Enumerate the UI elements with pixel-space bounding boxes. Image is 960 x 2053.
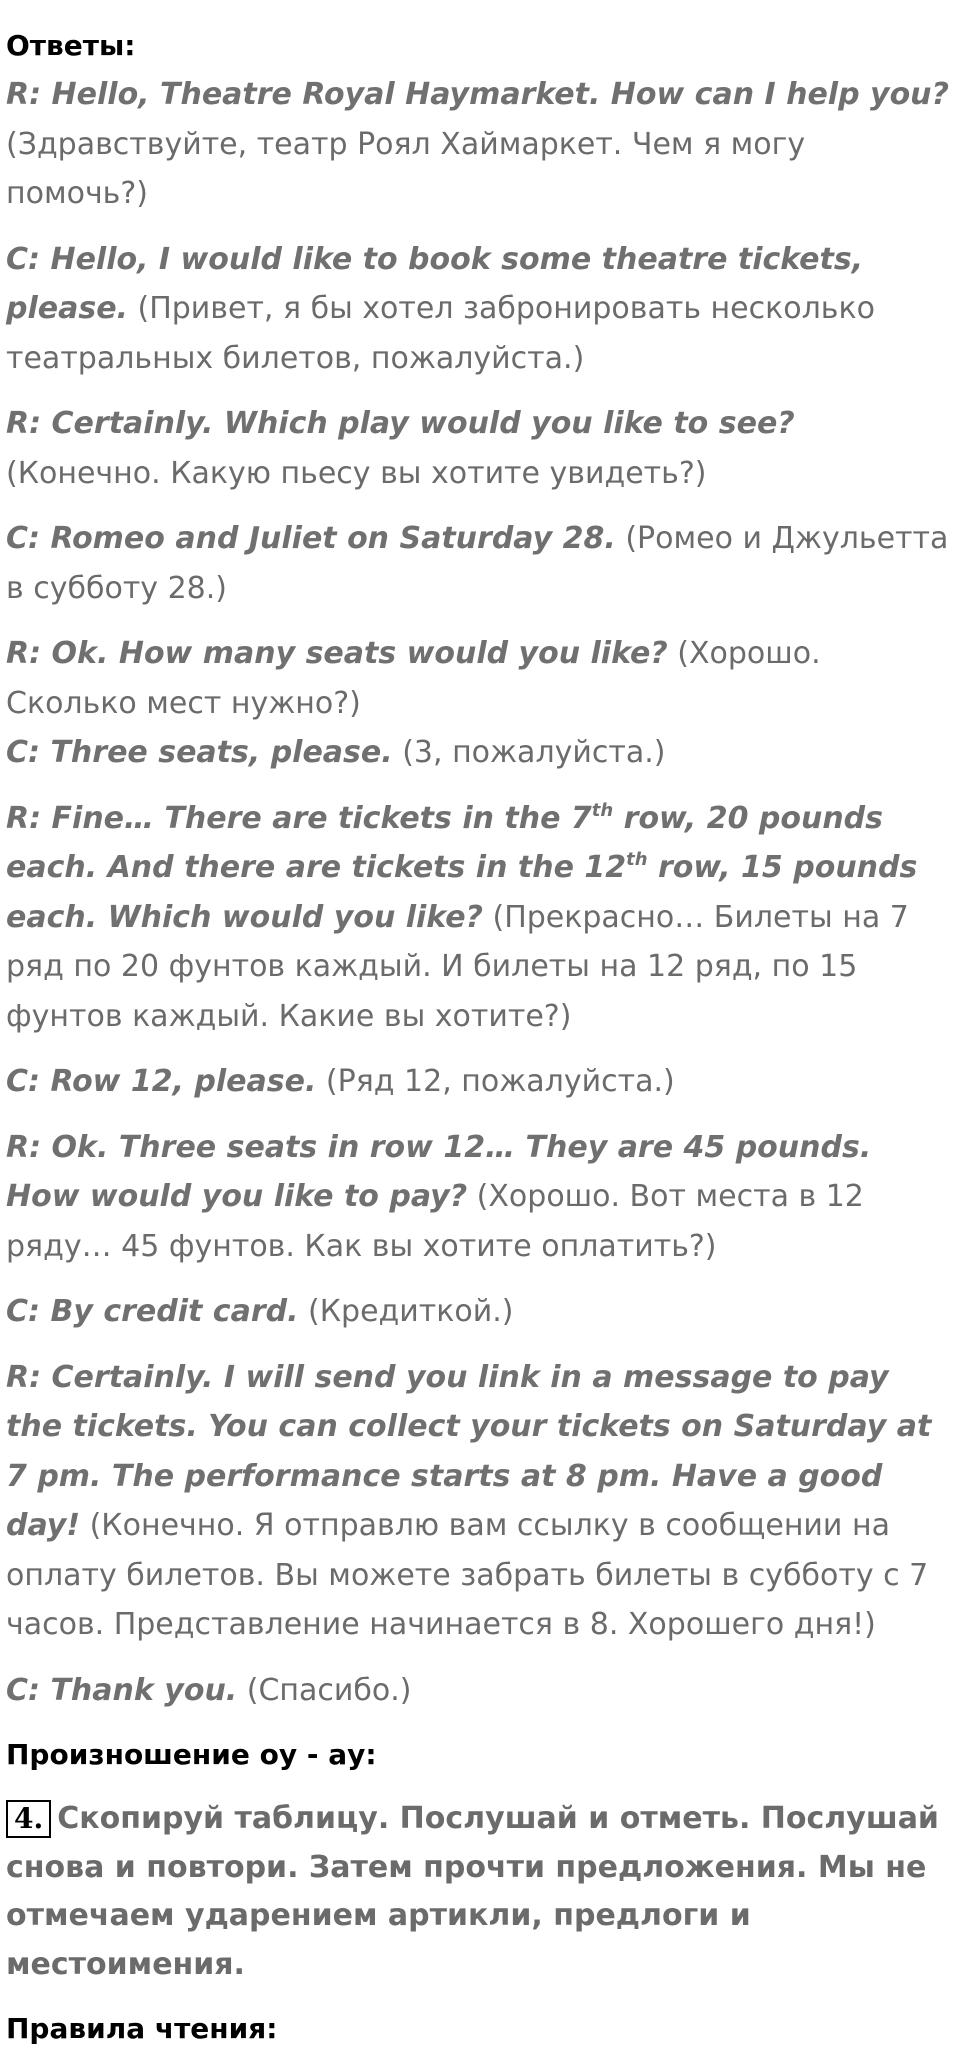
dialogue-english: C: Hello, I would like to book some theatre tickets, please. xyxy=(6,241,864,326)
dialogue-translation: (Конечно. Я отправлю вам ссылку в сообщении на оплату билетов. Вы можете забрать билеты в субботу с 7 часов. Представление начинается в 8. Хорошего дня!) xyxy=(6,1508,929,1642)
dialogue-english: R: Ok. How many seats would you like? xyxy=(6,636,668,671)
task-number-badge: 4. xyxy=(6,1800,51,1838)
dialogue-line-2 xyxy=(6,235,954,384)
task-paragraph xyxy=(6,1795,954,1989)
dialogue-translation: (Привет, я бы хотел забронировать несколько театральных билетов, пожалуйста.) xyxy=(6,291,875,376)
dialogue-line-12 xyxy=(6,1666,954,1716)
dialogue-english-part-b: row, 20 pounds each. And there are tickets in the 12 xyxy=(6,800,884,885)
dialogue-translation: (Спасибо.) xyxy=(246,1672,412,1708)
dialogue-translation: (Конечно. Какую пьесу вы хотите увидеть?) xyxy=(6,455,707,491)
dialogue-line-10 xyxy=(6,1287,954,1337)
dialogue-translation: (Здравствуйте, театр Роял Хаймаркет. Чем я могу помочь?) xyxy=(6,126,806,211)
task-text: Скопируй таблицу. Послушай и отметь. Послушай снова и повтори. Затем прочти предложения. Мы не отмечаем ударением артикли, предлоги и местоимения. xyxy=(6,1801,939,1982)
dialogue-english: C: Row 12, please. xyxy=(6,1064,317,1099)
dialogue-line-1 xyxy=(6,70,954,219)
dialogue-english: R: Certainly. Which play would you like to see? xyxy=(6,406,795,441)
dialogue-line-11 xyxy=(6,1353,954,1650)
dialogue-english-part-c: row, 15 pounds each. Which would you like? xyxy=(6,850,918,935)
dialogue-translation: (3, пожалуйста.) xyxy=(402,735,666,770)
dialogue-translation: (Ряд 12, пожалуйста.) xyxy=(325,1064,675,1099)
dialogue-translation: (Прекрасно… Билеты на 7 ряд по 20 фунтов каждый. И билеты на 12 ряд, по 15 фунтов каждый. Какие вы хотите?) xyxy=(6,899,909,1034)
dialogue-line-5 xyxy=(6,629,954,728)
pronunciation-heading: Произношение оу - ау: xyxy=(6,1738,377,1771)
dialogue-line-4 xyxy=(6,514,954,613)
ordinal-suffix: th xyxy=(626,849,648,870)
reading-rules-heading: Правила чтения: xyxy=(6,2012,278,2045)
dialogue-translation: (Хорошо. Сколько мест нужно?) xyxy=(6,636,821,721)
dialogue-english: R: Certainly. I will send you link in a message to pay the tickets. You can collect your tickets on Saturday at 7 pm. The performance starts at 8 pm. Have a good day! xyxy=(6,1359,932,1543)
dialogue-english: R: Hello, Theatre Royal Haymarket. How can I help you? xyxy=(6,77,949,112)
dialogue-line-8 xyxy=(6,1057,954,1107)
answers-heading: Ответы: xyxy=(6,29,136,62)
dialogue-line-7 xyxy=(6,794,954,1042)
dialogue-translation: (Ромео и Джульетта в субботу 28.) xyxy=(6,521,949,606)
dialogue-line-6 xyxy=(6,728,954,778)
dialogue-english: C: By credit card. xyxy=(6,1294,299,1329)
dialogue-english: C: Three seats, please. xyxy=(6,735,393,770)
ordinal-suffix: th xyxy=(591,799,614,821)
dialogue-line-9 xyxy=(6,1123,954,1272)
dialogue-translation: (Кредиткой.) xyxy=(308,1294,514,1329)
dialogue-english-part-a: R: Fine… There are tickets in the 7 xyxy=(6,800,592,836)
dialogue-translation: (Хорошо. Вот места в 12 ряду… 45 фунтов. Как вы хотите оплатить?) xyxy=(6,1179,864,1264)
dialogue-line-3 xyxy=(6,399,954,498)
dialogue-english: C: Romeo and Juliet on Saturday 28. xyxy=(6,521,616,556)
dialogue-english: C: Thank you. xyxy=(6,1672,238,1708)
dialogue-english: R: Ok. Three seats in row 12… They are 45 pounds. How would you like to pay? xyxy=(6,1129,872,1214)
